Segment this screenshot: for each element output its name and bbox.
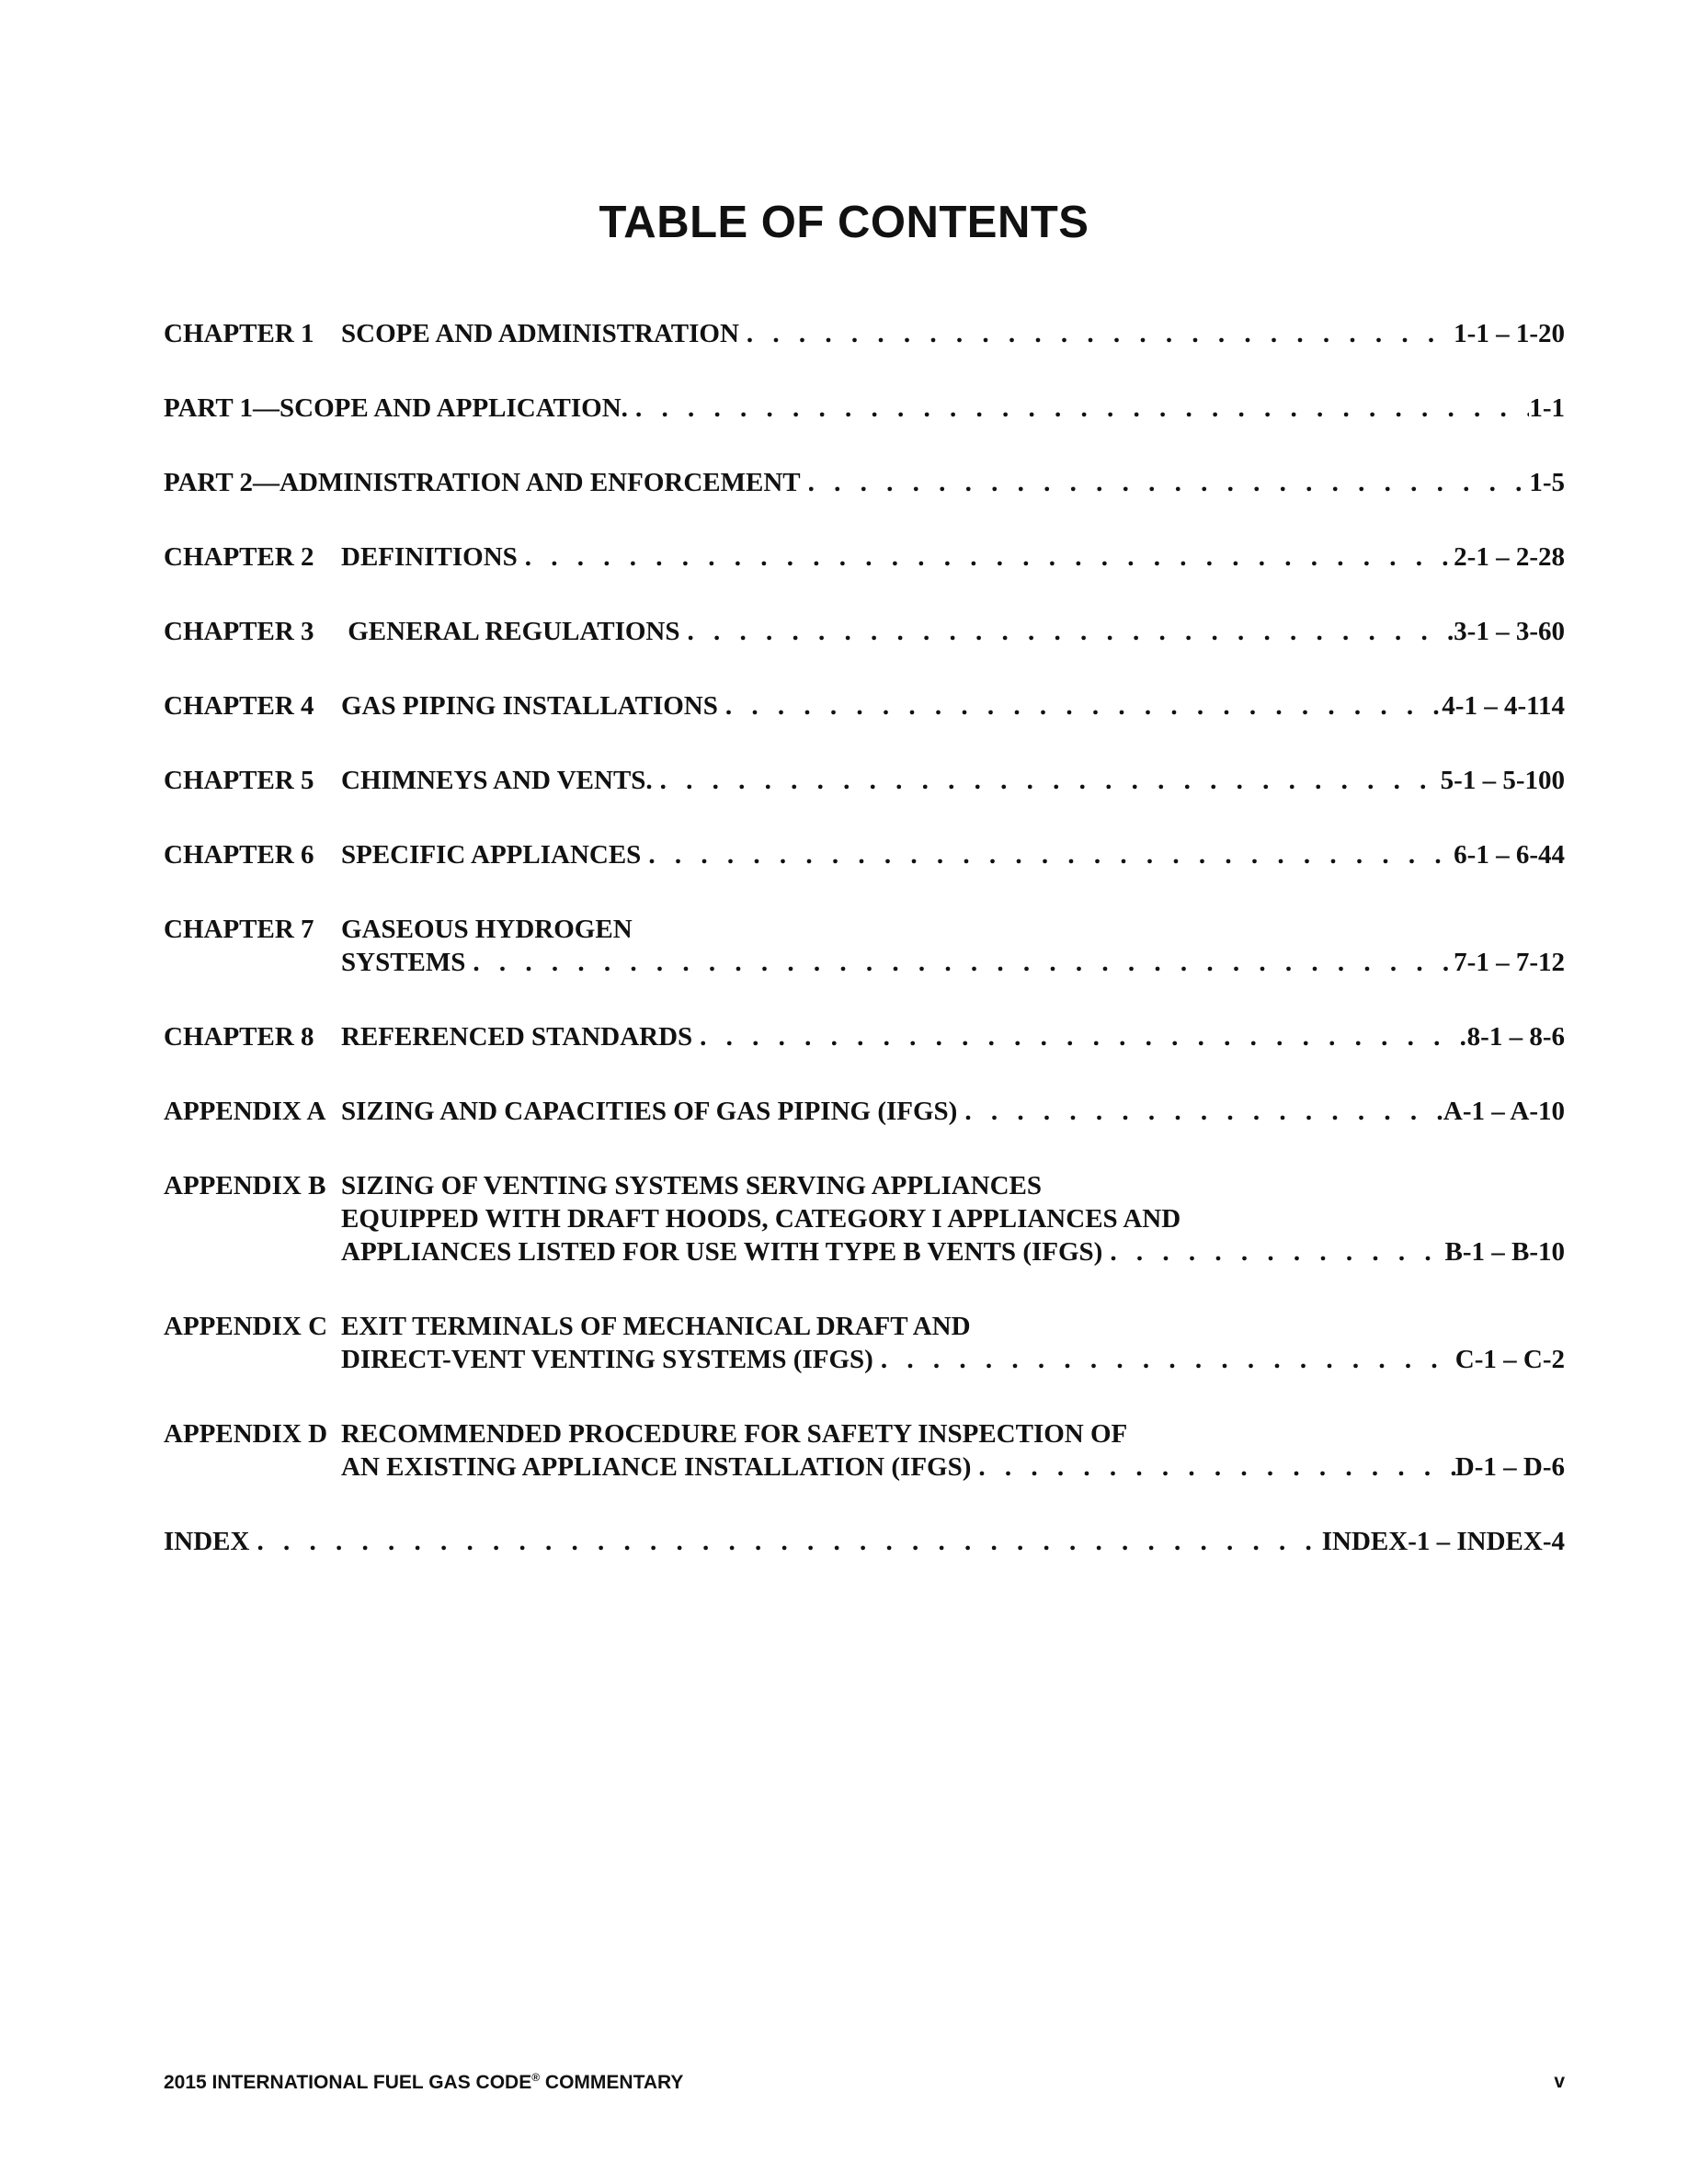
dot-leader (692, 1020, 1467, 1053)
toc-entry[interactable] (164, 764, 1565, 797)
footer (164, 2071, 1565, 2094)
toc-entry-page-range: INDEX-1 – INDEX-4 (1321, 1527, 1565, 1556)
toc-entry[interactable] (164, 1020, 1565, 1053)
toc-entry-title: AN EXISTING APPLIANCE INSTALLATION (IFGS) (341, 1452, 972, 1482)
toc-entry-page-range: 2-1 – 2-28 (1454, 542, 1565, 572)
toc-entry-page-range: A-1 – A-10 (1443, 1097, 1565, 1126)
toc-entry-title: APPLIANCES LISTED FOR USE WITH TYPE B VENTS (IFGS) (341, 1237, 1103, 1267)
toc-entry-page-range: 1-5 (1529, 468, 1565, 497)
toc-entry-title: GAS PIPING INSTALLATIONS (341, 691, 718, 721)
dot-leader (801, 466, 1530, 499)
toc-entry[interactable] (164, 689, 1565, 722)
toc-entry-title-line: RECOMMENDED PROCEDURE FOR SAFETY INSPECTION OF (341, 1419, 1128, 1449)
dot-leader (739, 317, 1454, 350)
footer-title: 2015 INTERNATIONAL FUEL GAS CODE® COMMENTARY (164, 2071, 684, 2093)
toc-entry-page-range: 5-1 – 5-100 (1440, 766, 1565, 795)
toc-entry-page-range: 6-1 – 6-44 (1454, 840, 1565, 870)
toc-entry-title: CHIMNEYS AND VENTS. (341, 766, 653, 795)
dot-leader (653, 764, 1441, 797)
dot-leader (680, 615, 1454, 648)
dot-leader (957, 1095, 1443, 1128)
toc-entry-title-line: EXIT TERMINALS OF MECHANICAL DRAFT AND (341, 1312, 971, 1341)
toc-entry[interactable] (164, 1095, 1565, 1128)
toc-entry[interactable] (164, 466, 1565, 499)
toc-entry-page-range: 3-1 – 3-60 (1454, 617, 1565, 646)
toc-entry-title: PART 1—SCOPE AND APPLICATION. (164, 393, 628, 423)
toc-entry-label: APPENDIX B (164, 1171, 326, 1200)
dot-leader (628, 392, 1529, 425)
toc-entry[interactable] (164, 1525, 1565, 1558)
toc-entry-page-range: 4-1 – 4-114 (1442, 691, 1565, 721)
toc-entry-label: CHAPTER 5 (164, 766, 314, 795)
footer-page-number: v (1554, 2071, 1565, 2092)
dot-leader (465, 946, 1454, 979)
toc-entry-label: CHAPTER 8 (164, 1022, 314, 1052)
toc-entry-page-range: B-1 – B-10 (1444, 1237, 1565, 1267)
toc-entry[interactable] (164, 1169, 1565, 1268)
toc-entry-page-range: 1-1 (1529, 393, 1565, 423)
toc-entry[interactable] (164, 913, 1565, 979)
toc-entry[interactable] (164, 615, 1565, 648)
toc-entry-label: CHAPTER 4 (164, 691, 314, 721)
toc-entry-title-line: EQUIPPED WITH DRAFT HOODS, CATEGORY I APPLIANCES AND (341, 1204, 1181, 1234)
dot-leader (971, 1450, 1454, 1484)
toc-entry[interactable] (164, 1310, 1565, 1376)
toc-entry-title-line: SIZING OF VENTING SYSTEMS SERVING APPLIANCES (341, 1171, 1043, 1200)
page-title: TABLE OF CONTENTS (599, 198, 1089, 247)
dot-leader (641, 838, 1454, 871)
toc-entry-page-range: 8-1 – 8-6 (1466, 1022, 1565, 1052)
toc-list (164, 317, 1565, 1599)
toc-entry-label: CHAPTER 3 (164, 617, 314, 646)
toc-entry-title: INDEX (164, 1527, 250, 1556)
toc-entry-label: APPENDIX D (164, 1419, 328, 1449)
toc-entry-title: SPECIFIC APPLIANCES (341, 840, 642, 870)
dot-leader (518, 540, 1454, 574)
toc-entry-label: CHAPTER 6 (164, 840, 314, 870)
dot-leader (873, 1343, 1455, 1376)
toc-entry-label: CHAPTER 1 (164, 319, 314, 348)
toc-entry-title: SYSTEMS (341, 948, 466, 977)
toc-entry[interactable] (164, 392, 1565, 425)
toc-entry-title: SIZING AND CAPACITIES OF GAS PIPING (IFGS) (341, 1097, 958, 1126)
toc-entry-label: CHAPTER 7 (164, 915, 314, 944)
toc-entry[interactable] (164, 838, 1565, 871)
dot-leader (1102, 1235, 1444, 1268)
toc-entry[interactable] (164, 1417, 1565, 1484)
toc-entry-title: REFERENCED STANDARDS (341, 1022, 693, 1052)
toc-entry-title: PART 2—ADMINISTRATION AND ENFORCEMENT (164, 468, 801, 497)
toc-entry-title-line: GASEOUS HYDROGEN (341, 915, 633, 944)
toc-entry-page-range: D-1 – D-6 (1454, 1452, 1565, 1482)
dot-leader (718, 689, 1442, 722)
toc-entry-label: APPENDIX C (164, 1312, 328, 1341)
toc-entry-page-range: 1-1 – 1-20 (1454, 319, 1565, 348)
toc-entry-page-range: 7-1 – 7-12 (1454, 948, 1565, 977)
dot-leader (249, 1525, 1321, 1558)
toc-entry-title: SCOPE AND ADMINISTRATION (341, 319, 739, 348)
toc-entry-page-range: C-1 – C-2 (1454, 1345, 1565, 1374)
toc-entry-label: CHAPTER 2 (164, 542, 314, 572)
toc-entry[interactable] (164, 317, 1565, 350)
toc-entry-title: DIRECT-VENT VENTING SYSTEMS (IFGS) (341, 1345, 873, 1374)
toc-entry-title: DEFINITIONS (341, 542, 518, 572)
toc-entry-title: GENERAL REGULATIONS (341, 617, 680, 646)
toc-entry[interactable] (164, 540, 1565, 574)
toc-entry-label: APPENDIX A (164, 1097, 326, 1126)
